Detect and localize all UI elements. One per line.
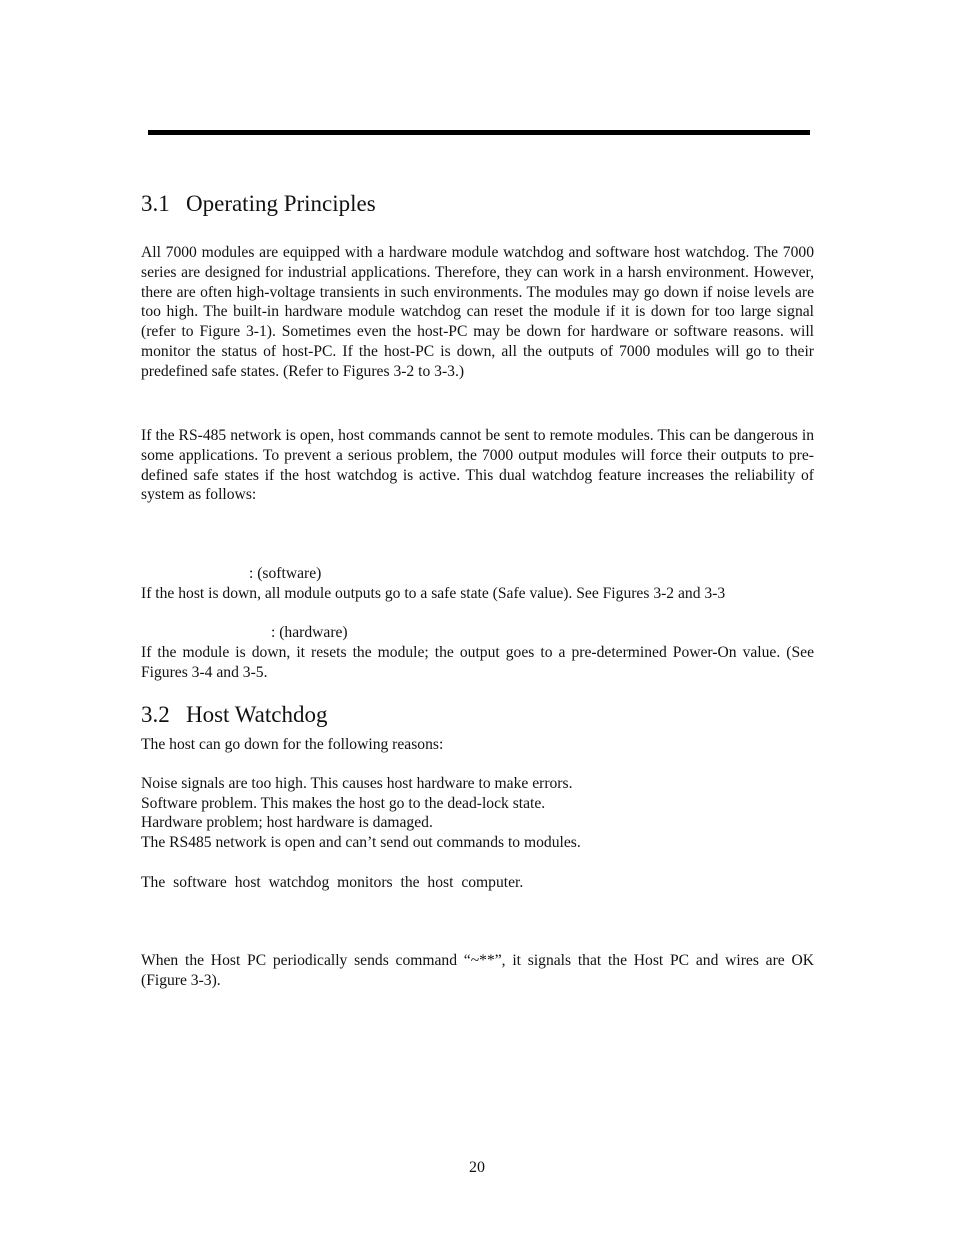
section-number: 3.2 xyxy=(141,702,170,727)
header-rule xyxy=(148,130,810,135)
page-number: 20 xyxy=(469,1159,485,1176)
software-watchdog-label: : (software) xyxy=(249,565,322,582)
operating-principles-paragraph-1: All 7000 modules are equipped with a hardware module watchdog and software host watchdog. The 7000 series are designed for industrial applications. Therefore, they can work in a harsh environment. However, there are often high-voltage transients in such environments. The modules may go down if noise levels are too high. The built-in hardware module watchdog can reset the module if it is down for too large signal (refer to Figure 3-1). Sometimes even the host-PC may be down for hardware or software reasons. will monitor the status of host-PC. If the host-PC is down, all the outputs of 7000 modules will go to their predefined safe states. (Refer to Figures 3-2 to 3-3.) xyxy=(141,244,814,380)
section-heading-operating-principles xyxy=(141,190,376,218)
list-item: Hardware problem; host hardware is damaged. xyxy=(141,814,433,831)
hardware-watchdog-description: If the module is down, it resets the module; the output goes to a pre-determined Power-On value. (See Figures 3-4 and 3-5. xyxy=(141,644,814,681)
list-item: The RS485 network is open and can’t send out commands to modules. xyxy=(141,834,581,851)
host-watchdog-intro: The host can go down for the following reasons: xyxy=(141,736,444,753)
section-title: Host Watchdog xyxy=(186,702,328,727)
host-watchdog-final-paragraph: When the Host PC periodically sends command “~**”, it signals that the Host PC and wires are OK (Figure 3-3). xyxy=(141,952,814,989)
list-item: Software problem. This makes the host go to the dead-lock state. xyxy=(141,795,546,812)
operating-principles-paragraph-2: If the RS-485 network is open, host commands cannot be sent to remote modules. This can be dangerous in some applications. To prevent a serious problem, the 7000 output modules will force their outputs to pre-defined safe states if the host watchdog is active. This dual watchdog feature increases the reliability of system as follows: xyxy=(141,427,814,504)
section-title: Operating Principles xyxy=(186,191,376,216)
list-item: Noise signals are too high. This causes host hardware to make errors. xyxy=(141,775,573,792)
section-heading-host-watchdog xyxy=(141,701,327,729)
section-number: 3.1 xyxy=(141,191,170,216)
hardware-watchdog-label: : (hardware) xyxy=(271,624,348,641)
software-watchdog-description: If the host is down, all module outputs go to a safe state (Safe value). See Figures 3-2 and 3-3 xyxy=(141,585,726,602)
host-watchdog-monitor-text: The software host watchdog monitors the host computer. xyxy=(141,874,524,891)
